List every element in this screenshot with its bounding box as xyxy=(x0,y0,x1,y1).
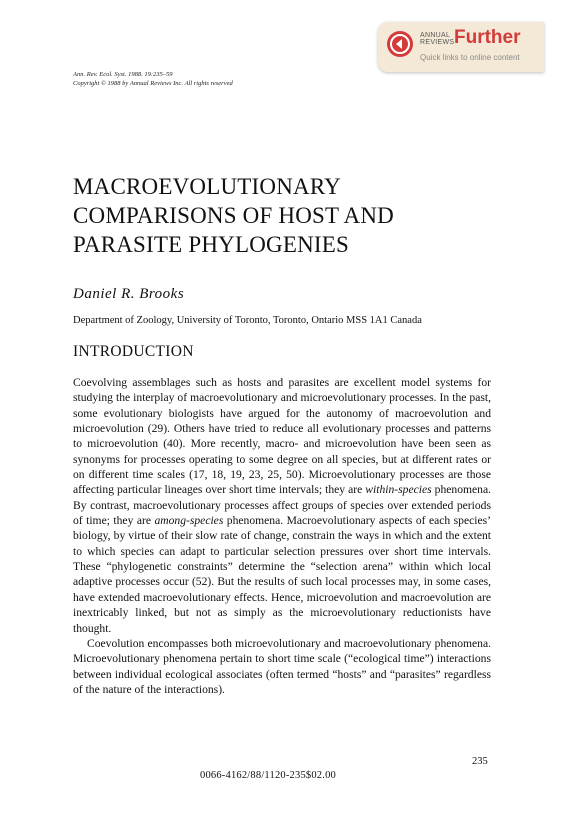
title-line-1: MACROEVOLUTIONARY xyxy=(73,174,341,199)
citation-line-1: Ann. Rev. Ecol. Syst. 1988. 19:235–59 xyxy=(73,71,173,78)
play-arrow-icon xyxy=(387,31,413,57)
banner-tagline: Quick links to online content xyxy=(420,53,520,62)
section-heading: INTRODUCTION xyxy=(73,343,194,360)
banner-annual-reviews-label xyxy=(420,32,454,46)
banner-reviews: REVIEWS xyxy=(420,39,455,46)
paragraph-1-emphasis-among: among-species xyxy=(154,514,224,528)
body-paragraph-2: Coevolution encompasses both microevolutionary and macroevolutionary phenomena. Microevolutionary phenomena pertain to short time scale (“ecological time”) interactions between individual ecological associates (often termed “hosts” and “parasites” regardless of the nature of the interactions). xyxy=(73,636,491,696)
annual-reviews-further-banner[interactable] xyxy=(378,22,544,72)
body-paragraph-1 xyxy=(73,375,491,636)
citation-line-2: Copyright © 1988 by Annual Reviews Inc. All rights reserved xyxy=(73,80,233,87)
article-code: 0066-4162/88/1120-235$02.00 xyxy=(200,770,336,781)
title-line-2: COMPARISONS OF HOST AND xyxy=(73,203,394,228)
paragraph-1-text-a: Coevolving assemblages such as hosts and parasites are excellent model systems for studying the interplay of macroevolutionary and microevolutionary processes. In the past, some evolutionary biologists have argued for the autonomy of macroevolution and microevolution (29). Others have tried to reduce all evolutionary processes and patterns to microevolution (40). More recently, macro- and microevolution have been seen as synonyms for processes operating to some degree on all species, but at different rates or on different time scales (17, 18, 19, 23, 25, 50). Microevolutionary processes are those affecting particular lineages over short time intervals; they are xyxy=(73,376,491,497)
paragraph-1-text-c: phenomena. Macroevolutionary aspects of each species’ biology, by virtue of their slow rate of change, constrain the ways in which and the extent to which species can adapt to particular selection pressures over short time intervals. These “phylogenetic constraints” determine the “selection arena” within which local adaptive processes occur (52). But the results of such local processes may, in some cases, have extended macroevolutionary effects. Hence, microevolution and macroevolution are inextricably linked, but not as simply as the microevolutionary reductionists have thought. xyxy=(73,514,491,635)
author-name: Daniel R. Brooks xyxy=(73,286,185,302)
banner-annual: ANNUAL xyxy=(420,32,451,39)
banner-further-label: Further xyxy=(454,27,521,48)
page-number: 235 xyxy=(472,756,488,767)
article-body xyxy=(73,375,491,697)
journal-citation xyxy=(73,70,233,88)
title-line-3: PARASITE PHYLOGENIES xyxy=(73,232,349,257)
author-affiliation: Department of Zoology, University of Toronto, Toronto, Ontario MSS 1A1 Canada xyxy=(73,315,422,326)
paragraph-1-emphasis-within: within-species xyxy=(365,483,432,497)
article-title xyxy=(73,172,394,259)
paragraph-1-text-b: phenomena. By contrast, macroevolutionary processes affect groups of species over extended periods of time; they are xyxy=(73,483,491,528)
